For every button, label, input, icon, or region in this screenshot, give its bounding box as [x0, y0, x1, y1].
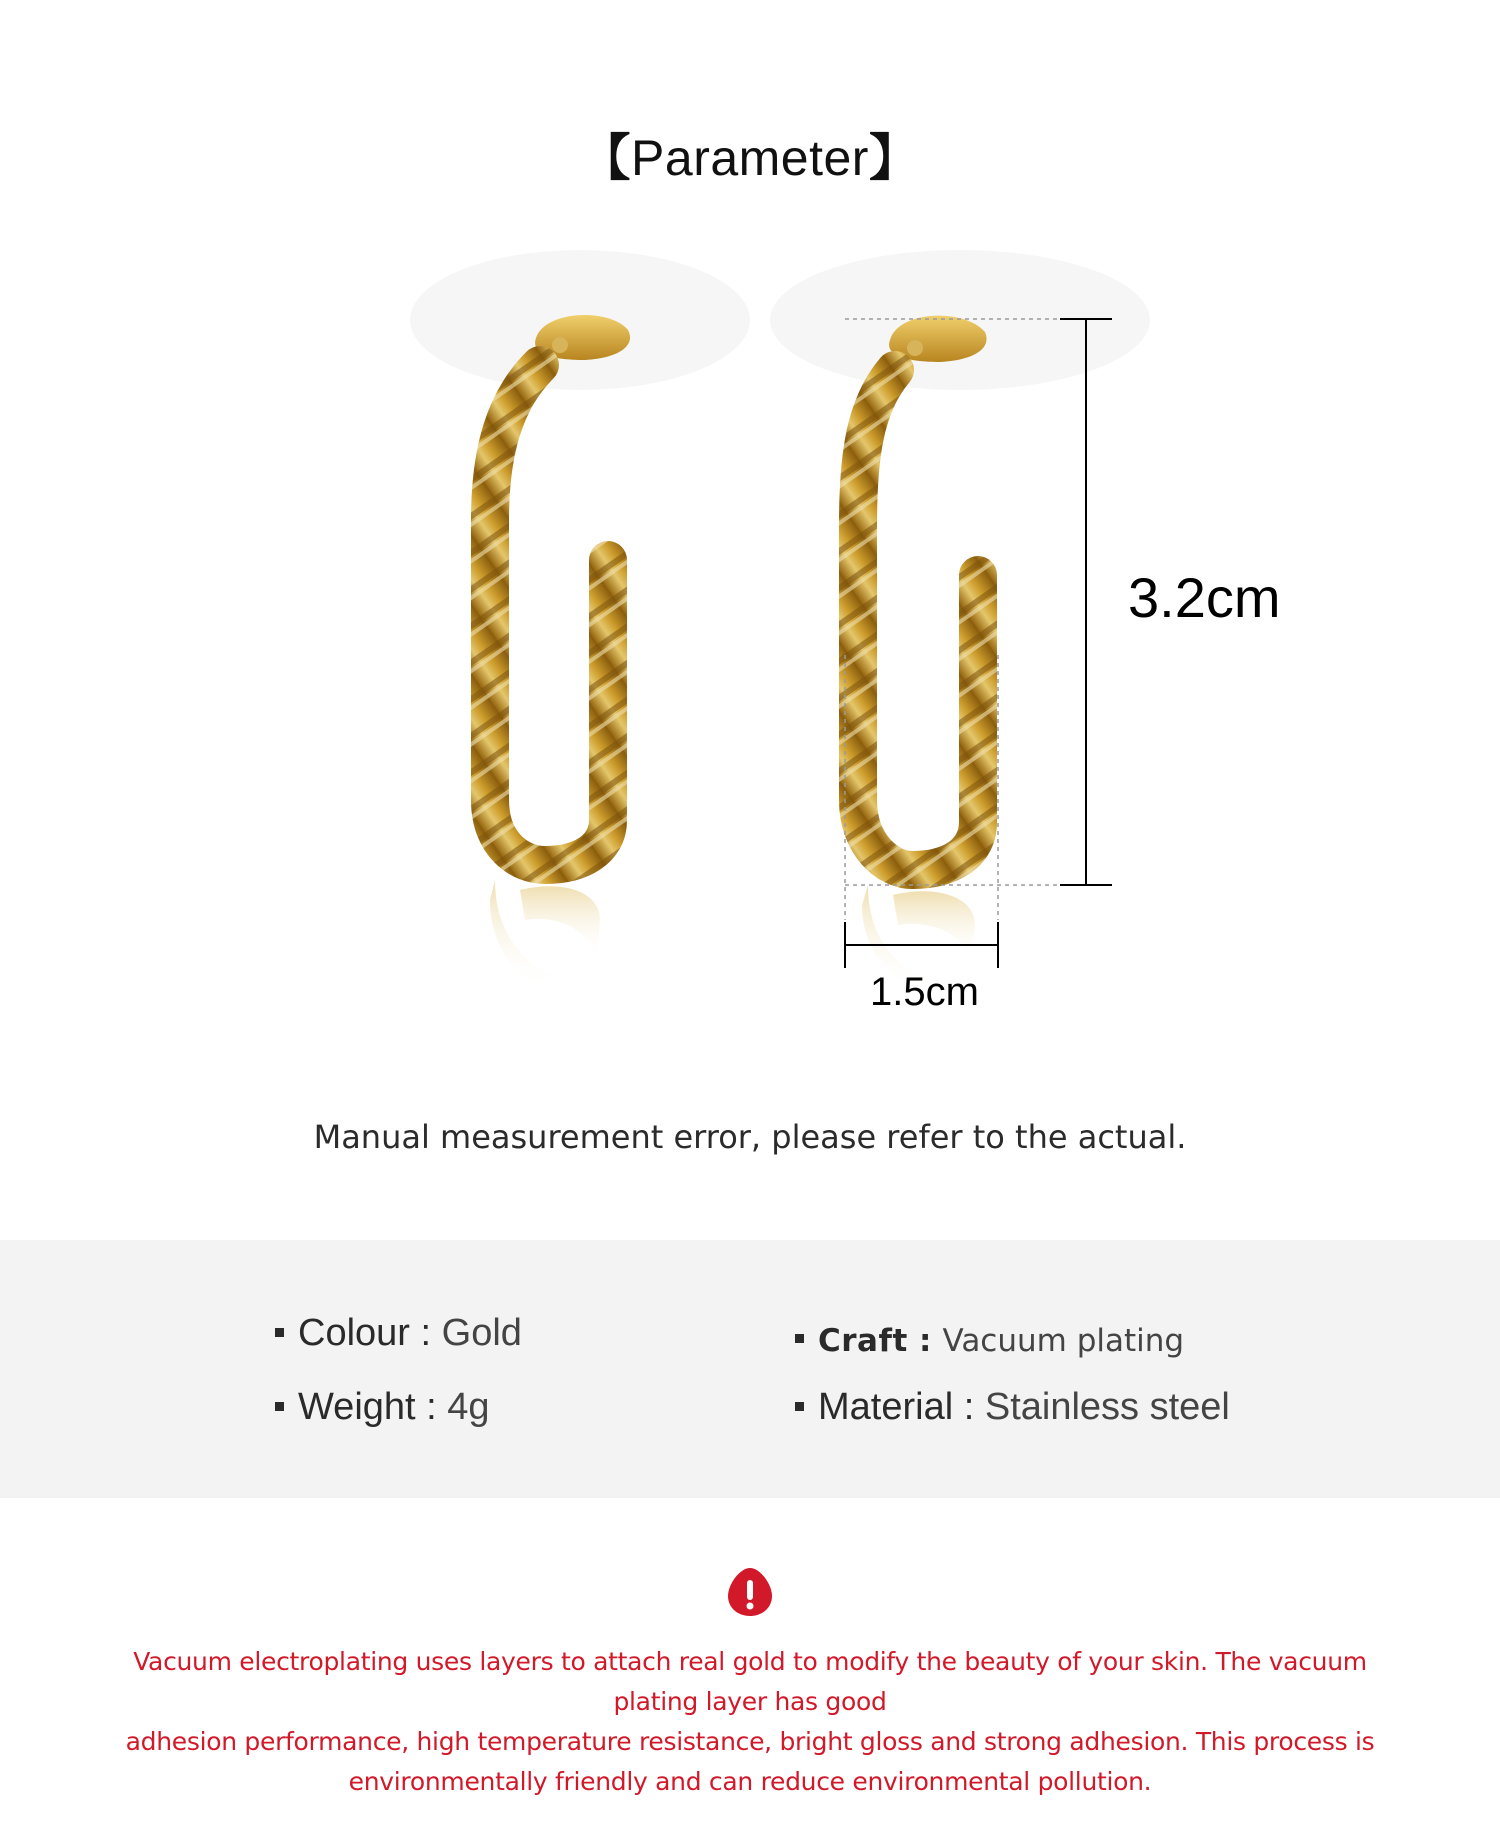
exclamation-icon: [726, 1566, 774, 1618]
warning-line-1: Vacuum electroplating uses layers to attach real gold to modify the beauty of your skin. The vacuum plating layer has good: [133, 1647, 1367, 1716]
product-image: [0, 220, 1500, 1040]
title-text: Parameter: [631, 130, 869, 186]
right-earring: [858, 316, 987, 992]
bullet-icon: [795, 1402, 804, 1411]
bullet-icon: [275, 1328, 284, 1337]
warning-line-2: adhesion performance, high temperature resistance, bright gloss and strong adhesion. This process is: [125, 1727, 1375, 1756]
warning-line-3: environmentally friendly and can reduce environmental pollution.: [348, 1767, 1152, 1796]
spec-weight: [275, 1386, 490, 1429]
spec-material-key: Material: [818, 1386, 954, 1428]
title-open-bracket: 【: [580, 130, 632, 186]
bullet-icon: [275, 1402, 284, 1411]
spec-weight-value: 4g: [447, 1386, 490, 1428]
page-title: [0, 118, 1500, 190]
spec-craft: [795, 1318, 1184, 1361]
spec-craft-value: Vacuum plating: [942, 1323, 1185, 1359]
spec-colour: [275, 1312, 522, 1355]
spec-colour-sep: :: [409, 1312, 442, 1354]
height-label: 3.2cm: [1128, 566, 1281, 629]
title-close-bracket: 】: [868, 130, 920, 186]
spec-weight-sep: :: [415, 1386, 448, 1428]
bullet-icon: [795, 1334, 804, 1343]
spec-material-value: Stainless steel: [984, 1386, 1230, 1428]
spec-colour-key: Colour: [298, 1312, 410, 1354]
spec-material: [795, 1386, 1230, 1429]
spec-craft-key: Craft :: [818, 1323, 932, 1359]
width-label: 1.5cm: [870, 970, 979, 1014]
spec-colour-value: Gold: [441, 1312, 522, 1354]
measurement-note: Manual measurement error, please refer to the actual.: [313, 1118, 1187, 1156]
specs-panel: [0, 1240, 1500, 1498]
spec-material-sep: :: [953, 1386, 985, 1428]
left-earring: [490, 315, 630, 990]
plating-warning-text: [90, 1642, 1410, 1802]
earrings-illustration: [0, 220, 1500, 1040]
spec-weight-key: Weight: [298, 1386, 416, 1428]
